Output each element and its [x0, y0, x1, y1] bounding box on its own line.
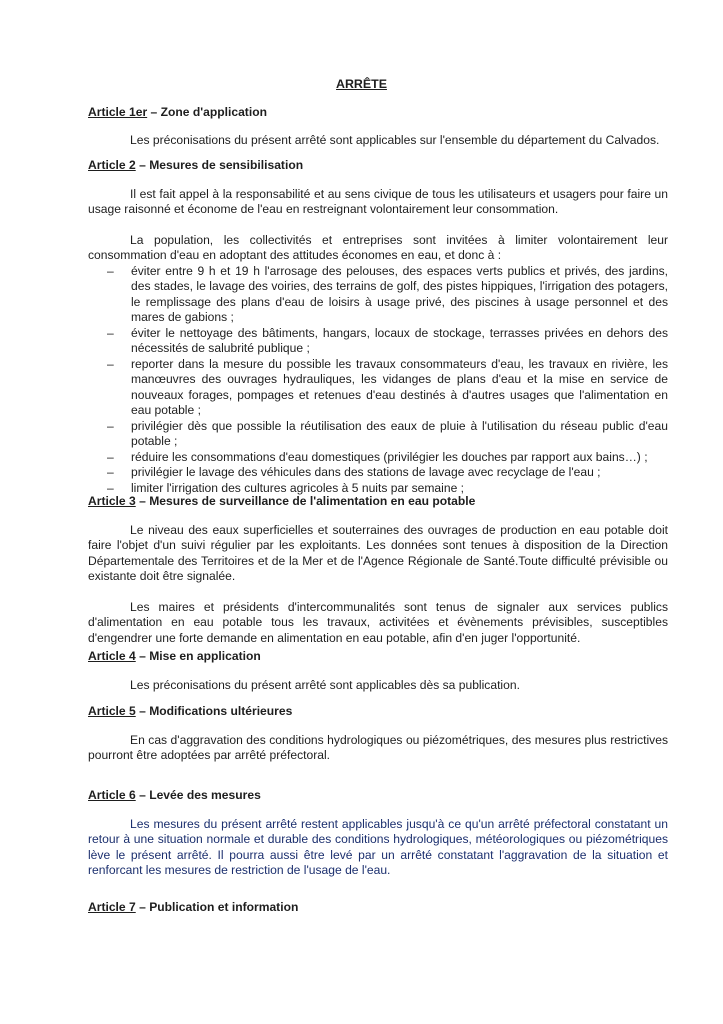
list-item: – éviter entre 9 h et 19 h l'arrosage des pelouses, des espaces verts publics et privés, des jardins, des stades, le lavage des voiries, des terrains de golf, des pistes hippiques, l'irrigation des potagers, le remplissage des plans d'eau de loisirs à usage privé, des piscines à usage personnel et des mares de gabions ;: [107, 263, 668, 324]
article-4: [88, 649, 668, 693]
article-2: [88, 158, 668, 496]
paragraph: La population, les collectivités et entreprises sont invitées à limiter volontairement leur consommation d'eau en adoptant des attitudes économes en eau, et donc à :: [88, 232, 668, 262]
paragraph: Il est fait appel à la responsabilité et au sens civique de tous les utilisateurs et usagers pour faire un usage raisonné et économe de l'eau en restreignant volontairement leur consommation.: [88, 186, 668, 216]
list-item: – limiter l'irrigation des cultures agricoles à 5 nuits par semaine ;: [107, 480, 465, 495]
paragraph: Les préconisations du présent arrêté sont applicables sur l'ensemble du département du Calvados.: [130, 132, 660, 147]
article-label: Article 7: [88, 900, 136, 914]
article-label: Article 6: [88, 788, 136, 802]
article-title: Mise en application: [149, 649, 261, 663]
article-label: Article 3: [88, 494, 136, 508]
paragraph: Les préconisations du présent arrêté sont applicables dès sa publication.: [130, 677, 520, 692]
paragraph: Les maires et présidents d'intercommunalités sont tenus de signaler aux services publics d'alimentation en eau potable tous les travaux, activitées et évènements prévisibles, susceptibles d'engendrer une forte demande en alimentation en eau potable, afin d'en juger l'opportunité.: [88, 599, 668, 645]
article-3: [88, 494, 668, 646]
article-5: [88, 704, 668, 764]
list-item: – reporter dans la mesure du possible les travaux consommateurs d'eau, les travaux en rivière, les manœuvres des ouvrages hydrauliques, les vidanges de plans d'eau et la mise en service de nouveaux forages, pompages et retenues d'eau destinés à d'autres usages que l'alimentation en eau potable ;: [107, 356, 668, 417]
article-6: [88, 788, 668, 879]
list-item: – réduire les consommations d'eau domestiques (privilégier les douches par rapport aux bains…) ;: [107, 449, 648, 464]
article-heading: Article 3 – Mesures de surveillance de l'alimentation en eau potable: [88, 494, 476, 508]
article-title: Zone d'application: [160, 105, 267, 119]
article-7: [88, 900, 668, 916]
article-title: Modifications ultérieures: [149, 704, 293, 718]
measures-list: [88, 264, 668, 497]
list-item: – privilégier le lavage des véhicules dans des stations de lavage avec recyclage de l'eau ;: [107, 465, 601, 479]
article-title: Mesures de surveillance de l'alimentation en eau potable: [149, 494, 476, 508]
article-heading: Article 7 – Publication et information: [88, 900, 299, 914]
paragraph: En cas d'aggravation des conditions hydrologiques ou piézométriques, des mesures plus restrictives pourront être adoptées par arrêté préfectoral.: [88, 732, 668, 762]
document-title: ARRÊTE: [336, 77, 387, 91]
article-label: Article 2: [88, 158, 136, 172]
article-heading: Article 4 – Mise en application: [88, 649, 261, 663]
article-label: Article 5: [88, 704, 136, 718]
article-label: Article 1er: [88, 105, 148, 119]
article-1: [88, 105, 668, 148]
list-item: – privilégier dès que possible la réutilisation des eaux de pluie à l'utilisation du réseau public d'eau potable ;: [107, 418, 668, 448]
article-heading: Article 1er – Zone d'application: [88, 105, 267, 119]
article-heading: Article 2 – Mesures de sensibilisation: [88, 158, 304, 172]
article-label: Article 4: [88, 649, 136, 663]
article-title: Publication et information: [149, 900, 299, 914]
article-heading: Article 6 – Levée des mesures: [88, 788, 261, 802]
list-item: – éviter le nettoyage des bâtiments, hangars, locaux de stockage, terrasses privées en dehors des nécessités de salubrité publique ;: [107, 325, 668, 355]
article-title: Levée des mesures: [149, 788, 261, 802]
paragraph: Les mesures du présent arrêté restent applicables jusqu'à ce qu'un arrêté préfectoral constatant un retour à une situation normale et durable des conditions hydrologiques, météorologiques ou piézométriques lève le présent arrêté. Il pourra aussi être levé par un arrêté constatant l'aggravation de la situation et renforcant les mesures de restriction de l'usage de l'eau.: [88, 816, 668, 877]
article-heading: Article 5 – Modifications ultérieures: [88, 704, 293, 718]
article-title: Mesures de sensibilisation: [149, 158, 304, 172]
paragraph: Le niveau des eaux superficielles et souterraines des ouvrages de production en eau potable doit faire l'objet d'un suivi régulier par les exploitants. Les données sont tenues à disposition de la Direction Départementale des Territoires et de la Mer et de l'Agence Régionale de Santé.Toute difficulté prévisible ou existante doit être signalée.: [88, 522, 668, 583]
